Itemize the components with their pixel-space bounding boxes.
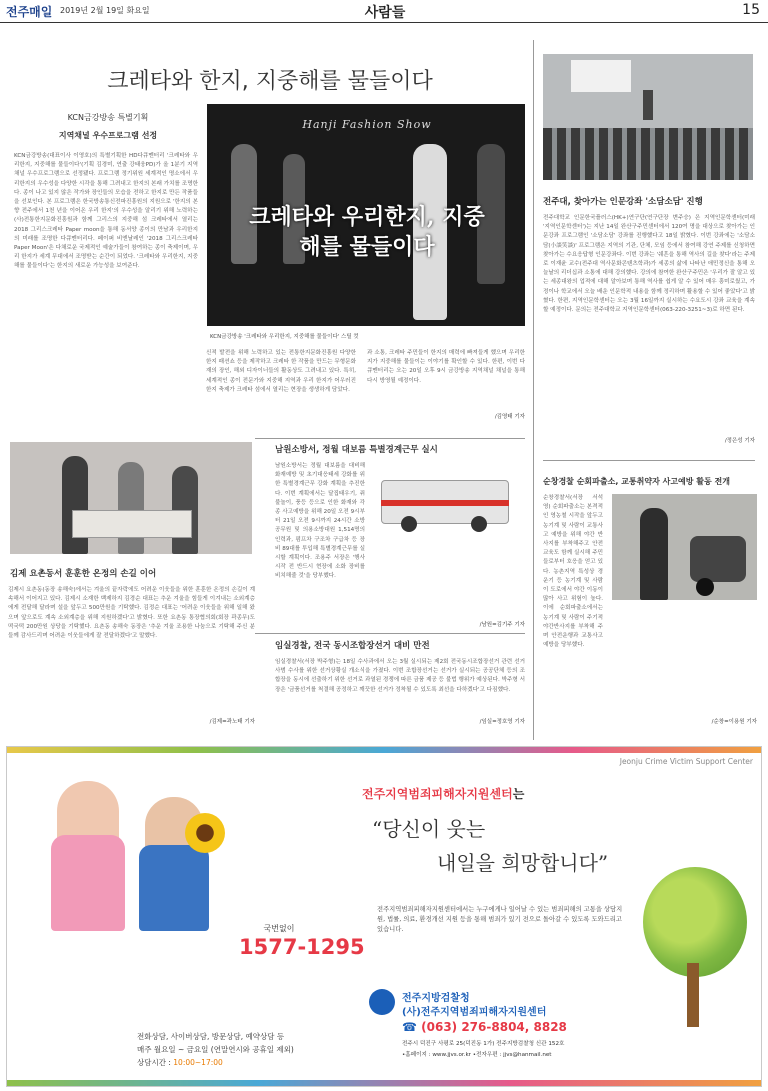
fire-truck-stripe — [381, 500, 509, 506]
child-girl-dress — [51, 835, 125, 931]
ad-hours-label: 상담시간 : — [137, 1058, 171, 1067]
lecture-photo — [543, 54, 753, 180]
donation-gift-boxes — [72, 510, 192, 538]
story-kcn-body-left: KCN금강방송(대표이사 이영호)의 특별기획한 HD다큐멘터리 '크레타와 우리한지, 지중해를 물들이다'(기획 김경미, 연출 강태웅PD)가 올 1분기 지역채널 우수프로그램으로 선정됐다. 프로그램 정기위원 세계적인 명소에서 우리한지의 우수성을 다양한 시각을 통해 그려내고 한지의 본래 가치를 조명한다. 종이 나고 있지 않은 작가와 장인들의 모습을 전하고 한지로 만든 작품들을 선보인다. 본 프로그램은 한국방송통신전파진흥원의 지원으로 '한지의 본향 전주에서 1천 년을 이어온 우리 한지'의 우수성을 알리기 위해 노력하는 (사)전통한지문화진흥원과 함께 그리스의 지중해 섬 크레타에서 열리는 2018 그리스크레타 Paper moon을 통해 동서양 종이의 만남과 우리한지의 미래를 조명한 다큐멘터리다. 페이퍼 비엔날레인 '2018 그리스크레타 Paper Moon'은 다채로운 국제적인 예술가들이 참여하는 종이 축제이며, 우리 한지가 세계 무대에서 조명받는 순간이 되었다. '크레타와 우리한지, 지중해를 물들이다'는 한지의 새로운 가능성을 보여준다. — [14, 153, 198, 270]
ad-description: 전주지역범죄피해자지원센터에서는 누구에게나 일어날 수 있는 범죄피해의 고통을 상담지원, 법률, 의료, 환경개선 지원 등을 통해 범죄가 있기 전으로 돌아갈 수 있도록 도와드리고 있습니다. — [377, 906, 623, 933]
projection-screen — [571, 60, 631, 92]
speaker-figure — [643, 90, 653, 120]
ad-hours-time: 10:00~17:00 — [173, 1058, 223, 1067]
fire-truck-wheel-front — [401, 516, 417, 532]
story-election-body: 임실경찰서(서장 박주형)는 18일 수사과에서 오는 3월 실시되는 제2회 전국동시조합장선거 관련 선거사범 수사를 위한 선거상황실 개소식을 가졌다. 이번 조합장선거는 선거가 실시되는 공공단체 등의 조합장을 동시에 선출하기 위한 선거로 과열된 경쟁에 따른 금품 제공 등 불법 행위가 예상된다. 박주형 서장은 '금품선거를 척결해 공정하고 깨끗한 선거가 정착될 수 있도록 최선을 다하겠다'고 다짐했다. — [275, 659, 525, 693]
ad-slogan-line2: 내일을 희망합니다” — [437, 851, 609, 875]
vertical-divider — [533, 40, 534, 740]
story-fire-byline: /남원=김기주 기자 — [479, 622, 525, 628]
ad-logo-icon — [369, 989, 395, 1015]
story-traffic-headline: 순창경찰 순회파출소, 교통취약자 사고예방 활동 전개 — [543, 477, 730, 486]
ad-services: 전화상담, 사이버상담, 방문상담, 예약상담 등 — [137, 1032, 285, 1041]
story-kcn-photo — [207, 104, 525, 326]
story-election-headline: 임실경찰, 전국 동시조합장선거 대비 만전 — [275, 641, 430, 651]
story-traffic-byline: /순창=이용원 기자 — [711, 719, 757, 725]
photo-overlay-calligraphy: 크레타와 우리한지, 지중해를 물들이다 — [249, 204, 485, 260]
horizontal-divider-election — [255, 633, 525, 634]
story-donation-headline: 김제 요촌동서 훈훈한 온정의 손길 이어 — [10, 569, 157, 579]
story-traffic-body-left: 순창경찰서(서장 서석영) 순회파출소는 본격적인 영농철 시작을 앞두고 농기계 및 사람이 교통사고 예방을 위해 야간 반사지를 부착해주고 안전교육도 함께 실시해 주민들로부터 호응을 얻고 있다. 농촌지역 특성상 경운기 등 농기계 및 사람이 도로에서 야간 이동이 많아 사고 위험이 높다. 이에 순회파출소에서는 농기계 및 사람이 주기적 야간반사지를 부착해 주며 안전운행과 교통사고 예방을 당부했다. — [543, 495, 603, 649]
ad-phone — [402, 1020, 622, 1034]
ad-center-suffix: 는 — [512, 787, 525, 801]
tree-illustration — [639, 867, 749, 1027]
phone-icon: ☎ — [402, 1020, 417, 1034]
story-fire-headline: 남원소방서, 정월 대보름 특별경계근무 실시 — [275, 445, 438, 455]
ad-hotline-label: 국번없이 — [263, 924, 295, 933]
traffic-photo — [612, 494, 757, 600]
ad-slogan-line1: “당신이 웃는 — [372, 817, 486, 841]
ad-center-title — [362, 785, 722, 802]
story-kcn-subhead: 지역채널 우수프로그램 선정 — [58, 131, 158, 140]
issue-date: 2019년 2월 19일 화요일 — [60, 6, 150, 15]
child-boy-shirt — [139, 845, 209, 931]
scooter-wheel — [696, 578, 714, 596]
fashion-show-banner: Hanji Fashion Show — [302, 118, 432, 131]
story-lecture-headline: 전주대, 찾아가는 인문강좌 '소담소담' 진행 — [543, 197, 703, 207]
story-kcn-caption: KCN금강방송 '크레타와 우리한지, 지중해를 물들이다' 스틸 컷 — [210, 334, 359, 340]
ad-prosecutor: 전주지방검찰청 — [402, 993, 470, 1004]
fire-truck-wheel-rear — [471, 516, 487, 532]
story-donation-body: 김제시 요촌동(동장 송해숙)에서는 겨울의 끝자락에도 어려운 이웃들을 위한 훈훈한 온정의 손길이 계속해서 이어지고 있다. 김제시 소재한 백제하지 김경순 대표는 추운 겨울을 힘들게 이겨내는 소외계층에게 전달해 달라며 설을 앞두고 500만원을 기탁했다. 김정순 대표는 '어려운 이웃들을 위해 일해 왔으며 앞으로도 계속 소외계층을 위해 지원하겠다'고 밝혔다. 또한 요촌동 통장협의회(회장 곽종무)도 떡국떡 200만원 상당을 기탁했다. 요촌동 송해숙 동장은 '추운 겨울 조용한 나눔으로 기탁해 주신 분들께 감사드리며 어려운 이웃들에게 잘 전달하겠다'고 말했다. — [8, 587, 255, 640]
story-lecture-byline: /정은성 기자 — [724, 438, 755, 444]
tree-trunk — [687, 963, 699, 1027]
ad-top-stripe — [7, 747, 761, 753]
ad-hours-row — [137, 1057, 397, 1068]
person-left — [62, 456, 88, 554]
children-illustration — [43, 773, 233, 933]
section-title: 사람들 — [364, 5, 406, 21]
person-center — [118, 462, 144, 554]
tree-canopy — [643, 867, 747, 977]
audience-rows — [543, 128, 753, 180]
story-kcn-body-right: 과 소통, 크레타 주민들이 한지의 매력에 빠져들게 했으며 우리한지가 지중해를 물들이는 이야기를 확인할 수 있다. 한편, 이번 다큐멘터리는 오는 20일 오후 9시 금강방송 지역채널 채널을 통해 다시 방영될 예정이다. — [367, 350, 525, 384]
sunflower-icon — [185, 813, 225, 853]
ad-header-english: Jeonju Crime Victim Support Center — [619, 757, 753, 766]
paper-name: 전주매일 — [6, 5, 53, 19]
story-lecture-body: 전주대학교 인문한국플러스(HK+)연구단(연구단장 변주승) 은 지역인문학센터(미래 '지역인문학센터')는 지난 14일 완산구주민센터에서 120여 명을 대상으로 찾아가는 인문강좌 프로그램인 '소담소담' 강좌를 진행했다고 18일 밝혔다. 이번 강좌에는 '소담소담(小談笑談)' 프로그램은 지역의 기관, 단체, 모임 등에서 참여해 강연 주제를 신청하면 찾아가는 수요응답형 인문강좌다. 이번 강좌는 '쉐흔을 통해 역사의 길을 찾다'라는 주제로 이재윤 교수(전주대 역사문화콘텐츠학과)가 세종의 삶에 나타난 애민정신을 통해 오늘날의 리더십과 소통에 대해 강의했다. 강의에 참여한 완산구주민은 '우리가 잘 알고 있는 세종대왕의 업적에 대해 알아보며 통해 역사를 쉽게 알 수 있어 매우 흥미로웠고, 가정이나 학교에서 오늘 배운 인문학적 내용을 함께 정리하며 활용할 수 있어 좋았다'고 밝혔다. 한편, 지역인문학센터는 오는 3월 16일까지 실시하는 수요도시 강좌 교육을 계속할 예정이다. 문의는 전주대학교 지역인문학센터(063-220-3251~3)로 하면 된다. — [543, 215, 755, 314]
story-kcn-byline: /김영태 기자 — [494, 414, 525, 420]
page-number: 15 — [742, 2, 760, 18]
mobility-scooter — [690, 536, 746, 582]
ad-hours: 매주 월요일 ~ 금요일 (연말연시와 공휴일 제외) — [137, 1045, 294, 1054]
donation-photo — [10, 442, 252, 554]
horizontal-divider-mid — [255, 438, 525, 439]
story-election-byline: /임실=정호영 기자 — [479, 719, 525, 725]
ad-contact: •홈페이지 : www.jjvs.or.kr •전자우편 : jjvs@hanmail.net — [402, 1052, 552, 1058]
ad-center-full: (사)전주지역범죄피해자지원센터 — [402, 1007, 547, 1018]
story-fire-body-left: 남원소방서는 정월 대보름을 대비해 화재예방 및 초기대응태세 강화를 위한 특별경계근무 강화 계획을 추진한다. 이번 계획에서는 달집태우기, 쥐불놀이, 풍등 등으로 인한 화재와 각종 사고예방을 위해 20일 오전 9시부터 21일 오전 9시까지 24시간 소방공무원 및 의용소방대원 1,514명의 인력과, 펌프차 구조차 구급차 등 장비 89대를 투입해 특별경계근무를 실시할 계획이다. 조용주 서장은 '행사시작 전 반드시 현장에 소화 장비를 비치해줄 것'을 당부했다. — [275, 463, 365, 580]
horizontal-divider-right — [543, 460, 755, 461]
ad-bottom-stripe — [7, 1080, 761, 1086]
fire-truck-graphic — [375, 462, 525, 540]
story-donation-byline: /김제=곽노태 기자 — [209, 719, 255, 725]
story-kcn-kicker: KCN금강방송 특별기획 — [67, 113, 149, 122]
ad-center-name: 전주지역범죄피해자지원센터 — [362, 787, 513, 801]
ad-phone-number: (063) 276-8804, 8828 — [421, 1020, 567, 1034]
ad-address: 전주시 덕진구 사평로 25(덕진동 1가) 전주지방검찰청 신관 152호 — [402, 1041, 565, 1047]
officer-figure — [640, 508, 668, 600]
story-kcn-body-mid: 신적 발전을 위해 노력하고 있는 전통한지문화진흥원 다양한 한지 패션쇼 등을 제작하고 크레타 한 작품을 만드는 무형문화재의 장인, 해외 디자이너들의 활동상도 그려내고 있다. 특히, 세계적인 종이 전문가와 지중해 지역과 우리 한지가 어우러진 한지 축제가 크레타 섬에서 열리는 현장을 생생하게 담았다. — [206, 350, 356, 393]
story-kcn-headline: 크레타와 한지, 지중해를 물들이다 — [107, 69, 433, 94]
ad-hotline-number: 1577-1295 — [239, 935, 365, 959]
ad-panel — [6, 746, 762, 1087]
